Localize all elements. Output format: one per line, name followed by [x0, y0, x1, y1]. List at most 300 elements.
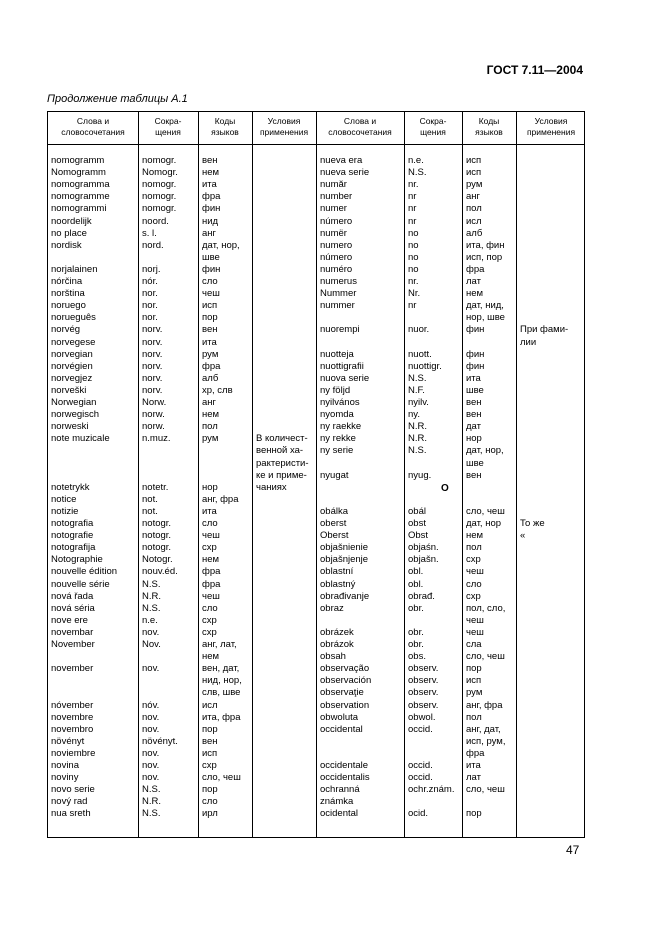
cell-c: исл — [466, 215, 482, 227]
cell-a: not. — [142, 493, 158, 505]
cell-w: nórčina — [51, 276, 83, 287]
cell-c: ирл — [202, 808, 218, 820]
cell-w: November — [51, 639, 95, 650]
cell-a: norv. — [142, 384, 163, 396]
cell-w: noruego — [51, 300, 86, 312]
cell-c: рум — [466, 179, 483, 191]
cell-a: nor. — [142, 300, 158, 312]
cell-a: nr — [408, 300, 417, 312]
cell-c: сла — [466, 639, 482, 650]
cell-c: вен, дат, — [202, 663, 240, 675]
cell-a: no — [408, 251, 419, 263]
column-header — [138, 116, 198, 138]
cell-a: N.S. — [142, 578, 161, 590]
cell-w: observación — [320, 675, 372, 687]
column-header-line: Условия — [534, 116, 568, 126]
cell-w: noordelijk — [51, 215, 92, 227]
cell-a: obl. — [408, 578, 424, 590]
cell-c: рум — [202, 348, 219, 360]
cell-w: ny raekke — [320, 421, 362, 433]
column-header-line: Сокра- — [419, 116, 447, 126]
cell-c: фра — [202, 191, 221, 203]
column-header-line: языков — [211, 127, 239, 137]
cell-c: хр, слв — [202, 384, 233, 396]
cell-c: пол — [466, 203, 482, 215]
column-header-line: Коды — [478, 116, 500, 126]
cell-w: nyomda — [320, 409, 354, 421]
cell-w: norvégien — [51, 360, 93, 372]
cell-a: nuott. — [408, 348, 432, 360]
cell-c: фра — [202, 360, 221, 372]
cell-a: nomogr. — [142, 203, 177, 215]
cell-w: numerus — [320, 276, 357, 287]
cell-w: número — [320, 251, 353, 263]
cell-c: анг, дат, — [466, 723, 501, 735]
cell-w: norjalainen — [51, 263, 98, 275]
cell-c: анг — [202, 227, 216, 239]
condition-text: чаниях — [256, 481, 287, 493]
cell-w: nomogramm — [51, 155, 105, 166]
cell-c: исп — [202, 300, 218, 312]
cell-c: пол — [466, 711, 482, 723]
column-header — [198, 116, 252, 138]
cell-w: norueguês — [51, 312, 96, 324]
cell-c: вен — [202, 324, 218, 336]
cell-c: шве — [466, 457, 484, 469]
cell-w: nummer — [320, 300, 355, 312]
cell-c: сло, чеш — [202, 772, 241, 784]
cell-u: « — [520, 530, 526, 542]
cell-c: фин — [202, 203, 221, 215]
cell-c: нор — [466, 433, 482, 445]
cell-w: známka — [320, 796, 354, 808]
cell-a: norv. — [142, 336, 163, 348]
column-header — [316, 116, 404, 138]
cell-c: исп — [466, 167, 482, 179]
cell-c: нид, нор, — [202, 675, 242, 687]
cell-a: obl. — [408, 566, 424, 578]
cell-a: nov. — [142, 663, 160, 675]
cell-c: исл — [202, 699, 218, 711]
cell-w: observaţie — [320, 687, 364, 699]
cell-a: nr — [408, 215, 417, 227]
cell-a: nr. — [408, 179, 419, 191]
cell-w: occidentalis — [320, 772, 370, 784]
cell-c: дат, нид, — [466, 300, 504, 312]
cell-c: фин — [202, 263, 221, 275]
cell-w: norština — [51, 288, 85, 300]
cell-w: notografia — [51, 518, 94, 529]
cell-c: фра — [202, 566, 221, 578]
cell-u: лии — [520, 336, 537, 348]
cell-c: пор — [202, 723, 218, 735]
cell-c: исп, рум, — [466, 735, 506, 747]
cell-c: исп — [466, 155, 482, 166]
cell-w: number — [320, 191, 353, 203]
cell-c: чеш — [202, 288, 220, 300]
cell-c: анг, лат, — [202, 639, 237, 650]
cell-w: objašnienie — [320, 542, 369, 554]
cell-c: ита — [466, 372, 481, 384]
cell-a: Norw. — [142, 397, 167, 408]
cell-a: nuottigr. — [408, 360, 442, 372]
cell-w: Nummer — [320, 288, 357, 300]
cell-c: схр — [202, 614, 217, 626]
col-divider — [252, 112, 253, 837]
cell-a: norv. — [142, 372, 163, 384]
condition-text: В количест- — [256, 433, 308, 445]
cell-a: nr — [408, 191, 417, 203]
column-header-line: словосочетания — [328, 127, 392, 137]
column-header-line: Слова и — [76, 116, 110, 126]
cell-w: nua sreth — [51, 808, 91, 820]
cell-w: notizie — [51, 505, 79, 517]
cell-w: notografija — [51, 542, 96, 554]
cell-c: вен — [466, 469, 482, 481]
cell-a: ocid. — [408, 808, 429, 820]
cell-a: nóv. — [142, 699, 160, 711]
cell-c: ита — [202, 336, 217, 348]
cell-c: чеш — [466, 614, 484, 626]
cell-a: obál — [408, 505, 426, 517]
cell-c: слв, шве — [202, 687, 241, 699]
cell-a: notogr. — [142, 530, 172, 542]
cell-c: лат — [466, 276, 481, 287]
cell-a: N.S. — [142, 784, 161, 796]
cell-a: nr. — [408, 276, 419, 287]
cell-a: nov. — [142, 772, 160, 784]
column-header-line: Коды — [214, 116, 236, 126]
cell-c: исп — [466, 675, 482, 687]
cell-a: occid. — [408, 760, 433, 771]
cell-w: novembro — [51, 723, 94, 735]
cell-a: no — [408, 227, 419, 239]
cell-c: схр — [202, 626, 217, 638]
condition-text: рактеристи- — [256, 457, 309, 469]
cell-c: ита, фин — [466, 239, 505, 251]
cell-c: схр — [202, 760, 217, 771]
cell-a: n.e. — [408, 155, 424, 166]
cell-w: obwoluta — [320, 711, 359, 723]
cell-w: nouvelle édition — [51, 566, 118, 578]
column-header — [404, 116, 462, 138]
cell-a: N.S. — [142, 808, 161, 820]
cell-u: При фами- — [520, 324, 569, 336]
cell-c: сло — [202, 796, 218, 808]
cell-w: norveški — [51, 384, 87, 396]
cell-c: нор — [202, 481, 218, 493]
cell-a: no — [408, 263, 419, 275]
cell-w: nouvelle série — [51, 578, 110, 590]
cell-c: сло — [202, 518, 218, 529]
cell-a: nomogr. — [142, 179, 177, 191]
cell-w: oblastný — [320, 578, 356, 590]
column-header-line: Условия — [267, 116, 301, 126]
cell-a: nov. — [142, 626, 160, 638]
condition-text: венной ха- — [256, 445, 304, 457]
cell-u: То же — [520, 518, 545, 529]
cell-c: нем — [202, 651, 220, 663]
column-header-line: щения — [420, 127, 446, 137]
cell-c: дат — [466, 421, 481, 433]
cell-w: nóvember — [51, 699, 94, 711]
cell-w: nomogramme — [51, 191, 110, 203]
cell-c: чеш — [466, 566, 484, 578]
cell-a: Nov. — [142, 639, 161, 650]
cell-w: norvegese — [51, 336, 96, 348]
cell-w: numero — [320, 239, 353, 251]
cell-w: observation — [320, 699, 370, 711]
cell-w: novembre — [51, 711, 94, 723]
cell-w: növényt — [51, 735, 85, 747]
col-divider — [138, 112, 139, 837]
cell-a: norw. — [142, 409, 165, 421]
cell-a: Nomogr. — [142, 167, 178, 179]
cell-a: nov. — [142, 760, 160, 771]
cell-c: вен — [466, 409, 482, 421]
cell-a: nor. — [142, 288, 158, 300]
cell-w: nomogrammi — [51, 203, 107, 215]
cell-a: obst — [408, 518, 426, 529]
cell-a: Notogr. — [142, 554, 173, 566]
cell-c: нид — [202, 215, 219, 227]
cell-a: observ. — [408, 663, 439, 675]
cell-c: пор — [202, 784, 218, 796]
cell-c: рум — [466, 687, 483, 699]
cell-c: пор — [202, 312, 218, 324]
cell-w: obrázok — [320, 639, 354, 650]
column-header-line: словосочетания — [61, 127, 125, 137]
cell-w: norvegjez — [51, 372, 93, 384]
cell-c: алб — [466, 227, 483, 239]
cell-a: n.muz. — [142, 433, 171, 445]
cell-w: ny rekke — [320, 433, 356, 445]
cell-a: observ. — [408, 675, 439, 687]
cell-a: N.R. — [142, 796, 161, 808]
cell-a: nov. — [142, 711, 160, 723]
cell-c: фин — [466, 348, 485, 360]
cell-a: N.R. — [408, 433, 427, 445]
cell-c: пол — [202, 421, 218, 433]
cell-a: növényt. — [142, 735, 178, 747]
cell-a: nyilv. — [408, 397, 429, 408]
cell-a: norv. — [142, 348, 163, 360]
page-number: 47 — [566, 843, 580, 857]
cell-a: observ. — [408, 687, 439, 699]
cell-a: nuor. — [408, 324, 430, 336]
cell-w: obraz — [320, 602, 344, 614]
cell-w: número — [320, 215, 353, 227]
cell-a: nyug. — [408, 469, 432, 481]
cell-a: Obst — [408, 530, 429, 542]
cell-a: nov. — [142, 747, 160, 759]
cell-w: nyilvános — [320, 397, 360, 408]
cell-a: occid. — [408, 772, 433, 784]
cell-a: N.S. — [408, 167, 427, 179]
cell-c: чеш — [466, 626, 484, 638]
column-header — [252, 116, 316, 138]
cell-w: Norwegian — [51, 397, 97, 408]
cell-a: obr. — [408, 626, 424, 638]
cell-c: исп — [202, 747, 218, 759]
cell-w: noviny — [51, 772, 79, 784]
cell-c: пор — [466, 663, 482, 675]
cell-c: вен — [202, 155, 218, 166]
column-header-line: языков — [475, 127, 503, 137]
cell-a: obr. — [408, 602, 424, 614]
cell-a: N.R. — [142, 590, 161, 602]
section-letter: O — [441, 482, 449, 494]
cell-c: ита — [202, 505, 217, 517]
cell-w: nová řada — [51, 590, 94, 602]
cell-w: oberst — [320, 518, 347, 529]
cell-a: Nr. — [408, 288, 421, 300]
cell-c: фра — [202, 578, 221, 590]
cell-a: obr. — [408, 639, 424, 650]
cell-w: notice — [51, 493, 77, 505]
cell-c: исп, пор — [466, 251, 503, 263]
cell-a: not. — [142, 505, 158, 517]
cell-c: вен — [202, 735, 218, 747]
cell-a: notetr. — [142, 481, 169, 493]
cell-c: схр — [466, 590, 481, 602]
column-header — [516, 116, 586, 138]
cell-w: norvég — [51, 324, 81, 336]
column-header — [48, 116, 138, 138]
cell-a: objaśn. — [408, 542, 439, 554]
cell-w: occidentale — [320, 760, 369, 771]
cell-w: nomogramma — [51, 179, 110, 191]
cell-c: анг, фра — [202, 493, 239, 505]
cell-c: ита, фра — [202, 711, 241, 723]
cell-a: N.F. — [408, 384, 425, 396]
col-divider — [404, 112, 405, 837]
cell-c: фра — [466, 263, 485, 275]
cell-a: objašn. — [408, 554, 439, 566]
cell-c: пол — [466, 542, 482, 554]
cell-a: nr — [408, 203, 417, 215]
cell-c: нем — [466, 530, 484, 542]
cell-w: nový rad — [51, 796, 88, 808]
cell-c: нор, шве — [466, 312, 505, 324]
cell-w: Notographie — [51, 554, 103, 566]
cell-a: N.R. — [408, 421, 427, 433]
cell-c: рум — [202, 433, 219, 445]
cell-w: nueva serie — [320, 167, 370, 179]
cell-w: notetrykk — [51, 481, 90, 493]
cell-c: дат, нор, — [202, 239, 240, 251]
cell-c: ита — [202, 179, 217, 191]
cell-c: схр — [202, 542, 217, 554]
table-caption: Продолжение таблицы А.1 — [47, 93, 188, 105]
cell-a: ny. — [408, 409, 420, 421]
cell-c: лат — [466, 772, 481, 784]
cell-a: nór. — [142, 276, 158, 287]
cell-a: nouv.éd. — [142, 566, 178, 578]
cell-w: ny följd — [320, 384, 351, 396]
cell-c: нем — [466, 288, 484, 300]
cell-w: no place — [51, 227, 87, 239]
cell-c: чеш — [202, 530, 220, 542]
column-header-line: Сокра- — [154, 116, 182, 126]
cell-c: шве — [202, 251, 220, 263]
cell-w: nove ere — [51, 614, 88, 626]
cell-c: сло — [202, 276, 218, 287]
cell-a: nomogr. — [142, 155, 177, 166]
cell-w: nuottigrafii — [320, 360, 364, 372]
cell-a: N.S. — [408, 372, 427, 384]
cell-w: norvegian — [51, 348, 93, 360]
cell-a: n.e. — [142, 614, 158, 626]
cell-w: nuova serie — [320, 372, 370, 384]
standard-number: ГОСТ 7.11—2004 — [486, 63, 583, 77]
cell-a: ochr.znám. — [408, 784, 455, 796]
cell-c: схр — [466, 554, 481, 566]
cell-w: novina — [51, 760, 79, 771]
cell-c: фра — [466, 747, 485, 759]
cell-w: novembar — [51, 626, 94, 638]
cell-a: nomogr. — [142, 191, 177, 203]
cell-c: нем — [202, 409, 220, 421]
cell-w: obrađivanje — [320, 590, 370, 602]
cell-c: пор — [466, 808, 482, 820]
col-divider — [516, 112, 517, 837]
cell-w: norwegisch — [51, 409, 100, 421]
cell-a: N.S. — [408, 445, 427, 457]
cell-c: чеш — [202, 590, 220, 602]
cell-w: număr — [320, 179, 347, 191]
cell-c: сло — [202, 602, 218, 614]
cell-c: нем — [202, 167, 220, 179]
cell-w: noviembre — [51, 747, 96, 759]
cell-a: notogr. — [142, 518, 172, 529]
cell-a: obrađ. — [408, 590, 435, 602]
cell-c: фин — [466, 360, 485, 372]
cell-w: oblastní — [320, 566, 354, 578]
cell-a: norv. — [142, 324, 163, 336]
column-header-line: применения — [526, 127, 576, 137]
cell-w: nyugat — [320, 469, 349, 481]
cell-c: дат, нор — [466, 518, 502, 529]
cell-w: nová séria — [51, 602, 95, 614]
cell-a: no — [408, 239, 419, 251]
cell-c: ита — [466, 760, 481, 771]
cell-a: obwol. — [408, 711, 436, 723]
cell-w: notografie — [51, 530, 94, 542]
cell-w: obálka — [320, 505, 348, 517]
cell-w: nordisk — [51, 239, 82, 251]
cell-w: numer — [320, 203, 347, 215]
cell-w: ny serie — [320, 445, 354, 457]
cell-a: noord. — [142, 215, 169, 227]
cell-w: observação — [320, 663, 370, 675]
cell-w: november — [51, 663, 94, 675]
cell-w: objašnjenje — [320, 554, 369, 566]
cell-w: numéro — [320, 263, 353, 275]
cell-c: пол, сло, — [466, 602, 506, 614]
cell-w: numër — [320, 227, 347, 239]
cell-a: nov. — [142, 723, 160, 735]
cell-c: дат, нор, — [466, 445, 504, 457]
cell-a: s. l. — [142, 227, 157, 239]
cell-w: Oberst — [320, 530, 349, 542]
cell-a: notogr. — [142, 542, 172, 554]
condition-text: ке и приме- — [256, 469, 307, 481]
cell-w: ocidental — [320, 808, 359, 820]
cell-a: nord. — [142, 239, 164, 251]
cell-w: obrázek — [320, 626, 354, 638]
cell-c: сло, чеш — [466, 505, 505, 517]
